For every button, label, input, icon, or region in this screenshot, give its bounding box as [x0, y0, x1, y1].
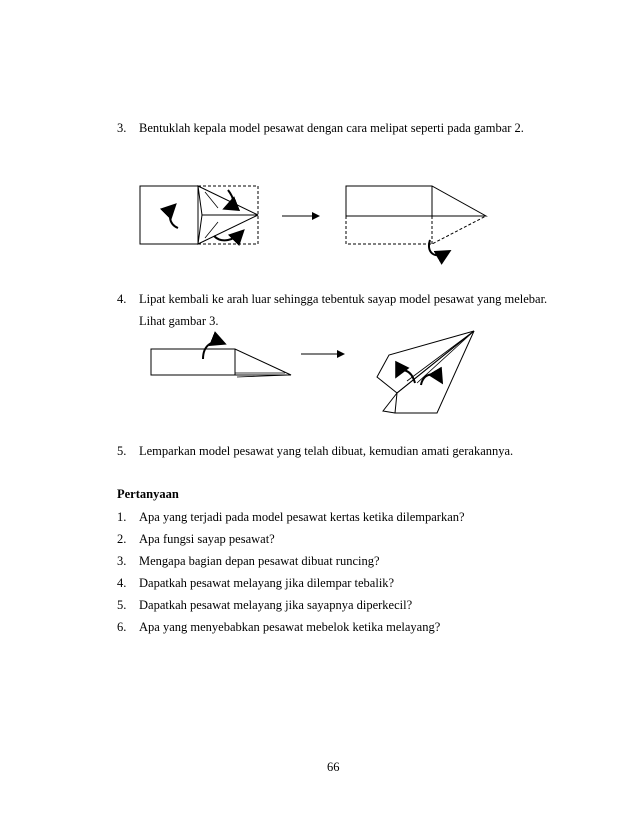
fold-arrow-icon: [203, 342, 223, 359]
fig2-right-paper: [346, 186, 486, 255]
question-number: 3.: [117, 554, 127, 568]
step-4-text-line2: Lihat gambar 3.: [139, 314, 219, 328]
page-number: 66: [327, 760, 340, 774]
step-4-text: Lipat kembali ke arah luar sehingga tebentuk sayap model pesawat yang melebar.: [139, 292, 548, 306]
question-number: 2.: [117, 532, 127, 546]
step-5-number: 5.: [117, 444, 127, 458]
questions-heading: Pertanyaan: [117, 487, 179, 501]
question-number: 6.: [117, 620, 127, 634]
question-text: Mengapa bagian depan pesawat dibuat runcing?: [139, 554, 380, 568]
question-number: 1.: [117, 510, 127, 524]
fold-arrow-icon: [226, 190, 233, 208]
figure-3: [145, 325, 485, 425]
fold-arrow-icon: [214, 232, 242, 240]
figure-2: [130, 178, 510, 268]
fold-arrow-icon: [170, 206, 178, 228]
step-4-number: 4.: [117, 292, 127, 306]
question-text: Apa yang terjadi pada model pesawat kertas ketika dilemparkan?: [139, 510, 465, 524]
step-5-text: Lemparkan model pesawat yang telah dibuat, kemudian amati gerakannya.: [139, 444, 514, 458]
question-number: 4.: [117, 576, 127, 590]
fig3-left-paper: [151, 342, 291, 377]
question-text: Dapatkah pesawat melayang jika sayapnya diperkecil?: [139, 598, 413, 612]
question-text: Dapatkah pesawat melayang jika dilempar tebalik?: [139, 576, 395, 590]
fig2-left-paper: [140, 186, 258, 244]
step-3-text: Bentuklah kepala model pesawat dengan cara melipat seperti pada gambar 2.: [139, 121, 524, 135]
question-text: Apa fungsi sayap pesawat?: [139, 532, 275, 546]
step-3-number: 3.: [117, 121, 127, 135]
question-text: Apa yang menyebabkan pesawat mebelok ketika melayang?: [139, 620, 441, 634]
fig3-paper-plane: [377, 331, 474, 413]
question-number: 5.: [117, 598, 127, 612]
